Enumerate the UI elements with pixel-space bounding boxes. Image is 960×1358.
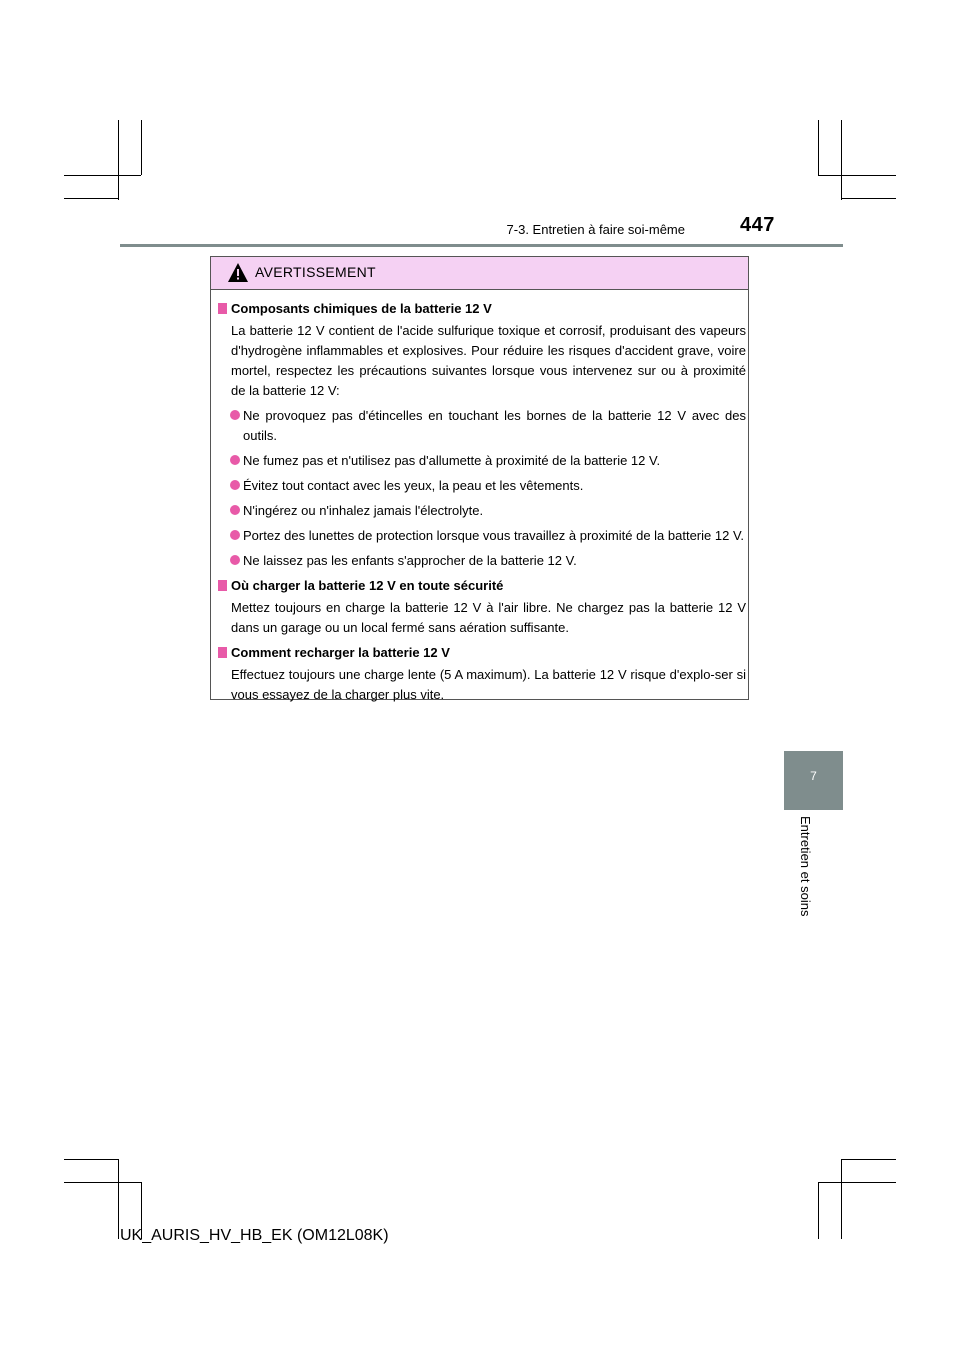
warning-header	[211, 257, 748, 290]
list-item: Ne fumez pas et n'utilisez pas d'allumette à proximité de la batterie 12 V.	[218, 451, 746, 471]
warning-content	[218, 299, 746, 705]
crop-mark	[64, 1159, 118, 1160]
document-code: UK_AURIS_HV_HB_EK (OM12L08K)	[120, 1227, 389, 1244]
crop-mark	[118, 1159, 119, 1239]
section-text: La batterie 12 V contient de l'acide sulfurique toxique et corrosif, produisant des vapeurs d'hydrogène inflammables et explosives. Pour réduire les risques d'accident grave, voire mortel, respectez les précautions suivantes lorsque vous intervenez sur ou à proximité de la batterie 12 V:	[231, 323, 746, 398]
list-item: N'ingérez ou n'inhalez jamais l'électrolyte.	[218, 501, 746, 521]
chapter-tab	[784, 751, 843, 810]
list-item: Ne laissez pas les enfants s'approcher de la batterie 12 V.	[218, 551, 746, 571]
section-text: Mettez toujours en charge la batterie 12 V à l'air libre. Ne chargez pas la batterie 12 V dans un garage ou un local fermé sans aération suffisante.	[231, 600, 746, 635]
crop-mark	[841, 120, 842, 200]
section-heading: Composants chimiques de la batterie 12 V	[218, 299, 746, 319]
crop-mark	[818, 1182, 819, 1239]
crop-mark	[64, 198, 118, 199]
crop-mark	[841, 198, 896, 199]
crop-mark	[841, 1159, 842, 1239]
square-bullet-icon	[218, 303, 227, 314]
warning-triangle-icon	[227, 262, 249, 283]
circle-bullet-icon	[230, 530, 240, 540]
square-bullet-icon	[218, 647, 227, 658]
warning-title: AVERTISSEMENT	[255, 264, 376, 280]
crop-mark	[818, 120, 819, 175]
crop-mark	[818, 175, 896, 176]
circle-bullet-icon	[230, 455, 240, 465]
section-heading: Comment recharger la batterie 12 V	[218, 643, 746, 663]
section-heading: Où charger la batterie 12 V en toute sécurité	[218, 576, 746, 596]
crop-mark	[118, 120, 119, 200]
warning-box	[210, 256, 749, 700]
crop-mark	[841, 1159, 896, 1160]
crop-mark	[64, 1182, 141, 1183]
circle-bullet-icon	[230, 410, 240, 420]
list-item: Ne provoquez pas d'étincelles en touchant les bornes de la batterie 12 V avec des outils.	[218, 406, 746, 446]
section-text: Effectuez toujours une charge lente (5 A maximum). La batterie 12 V risque d'explo-ser si vous essayez de la charger plus vite.	[231, 667, 746, 702]
list-item: Portez des lunettes de protection lorsque vous travaillez à proximité de la batterie 12 V.	[218, 526, 746, 546]
list-item: Évitez tout contact avec les yeux, la peau et les vêtements.	[218, 476, 746, 496]
circle-bullet-icon	[230, 505, 240, 515]
circle-bullet-icon	[230, 480, 240, 490]
chapter-label: Entretien et soins	[798, 816, 813, 917]
circle-bullet-icon	[230, 555, 240, 565]
header-rule	[120, 244, 843, 247]
crop-mark	[141, 120, 142, 175]
page-number: 447	[740, 214, 775, 236]
square-bullet-icon	[218, 580, 227, 591]
crop-mark	[818, 1182, 896, 1183]
crop-mark	[64, 175, 141, 176]
chapter-number: 7	[810, 769, 817, 783]
section-title: 7-3. Entretien à faire soi-même	[506, 222, 685, 237]
